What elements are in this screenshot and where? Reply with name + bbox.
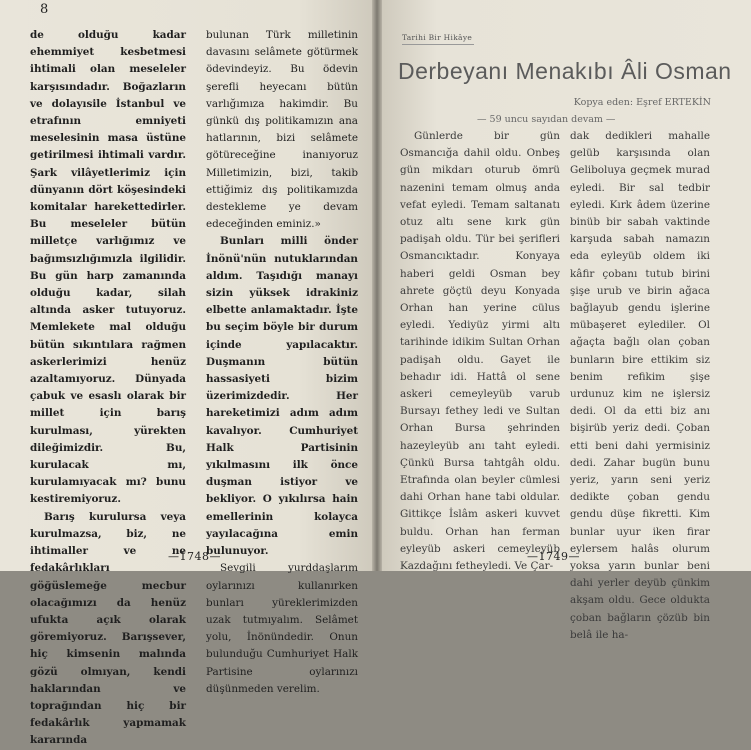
right-column-2 [570,128,710,644]
paragraph: de olduğu kadar ehemmiyet kesbetmesi ihtimali olan meseleler karşısındadır. Boğazların ve dolayısile İstanbul ve etrafının emniyeti meselesinin masa üstüne getirilmesi ihtimali vardır. Şark vilâyetlerimiz için dünyanın dört köşesindeki komitalar harekettedirler. Bu meseleler bütün milletçe varlığımız ve bağımsızlığımızla ilgilidir. Bu gün harp zamanında olduğu kadar, silah altında asker tutuyoruz. Memlekete mal olduğu bütün sıkıntılara rağmen askerlerimizi henüz azaltamıyoruz. Dünyada çabuk ve esaslı olarak bir millet için barış kurulması, yürekten dileğimizdir. Bu, kurulacak mı, kurulamıyacak mı? bunu kestiremiyoruz. [30,29,186,506]
left-page-number: —1748— [168,550,221,563]
book-gutter [372,0,382,571]
installment-note: — 59 uncu sayıdan devam — [477,114,616,125]
paragraph: Barış kurulursa veya kurulmazsa, biz, ne ihtimaller ve ne fedakârlıkları göğüslemeğe mecbur olacağımızı da henüz ufukta açık olarak göremiyoruz. Barışsever, hiç kimsenin malında gözü olmıyan, kendi haklarından ve toprağından hiç bir fedakârlık yapmamak kararında [30,510,186,747]
article-title: Derbeyanı Menakıbı Âli Osman [398,58,732,84]
copyist-credit: Kopya eden: Eşref ERTEKİN [573,97,711,108]
paragraph: bulunan Türk milletinin davasını selâmete götürmek ödevindeyiz. Bu ödevin şerefli heyecanı bütün varlığımıza hakimdir. Bu günkü dış politikamızın ana hatlarının, bizi selâmete götüreceğine inanıyoruz Milletimizin, bizi, takib ettiğimiz dış politikamızda destekleme ye devam edeceğinden eminiz.» [206,29,358,231]
right-page-number: —1749— [527,550,580,563]
left-column-1 [30,27,186,750]
paragraph: dak dedikleri mahalle gelüb karşısında olan Geliboluya geçmek murad eyledi. Bir sal tedbir eyledi. Kırk âdem üzerine binüb bir sabah vaktinde karşuda sabah namazın eda eyleyüb oldem iki kâfir çobanı tutub birini şişe urub ve birin ağaca bağlayub gendu işlerine mübaşeret eylediler. Ol ağaçta bağlı olan çoban bunların bire ettikim siz benim refikim şişe urdunuz kim ne işlersiz dedi. Ol da etti biz anı bişirüb yeriz dedi. Çoban etti beni dahi yermisiniz dedi. Zahar bugün bunu yeriz, yarın seni yeriz dedikte çoban gendu gendu düşe fikretti. Kim bunlar uyur iken firar eylersem halâs olurum yoksa yarın bunlar beni dahi yerler deyüb çünkim akşam oldu. Gece oldukta çoban bağların çözüb bin belâ ile ha- [570,130,710,641]
left-column-2 [206,27,358,698]
right-page [382,0,751,641]
section-kicker: Tarihi Bir Hikâye [402,33,474,45]
paragraph: Sevgili yurddaşlarım oylarınızı kullanırken bunları yüreklerimizden uzak tutmıyalım. Selâmet yolu, İnönündedir. Onun bulunduğu Cumhuriyet Halk Partisine oylarınızı düşünmeden verelim. [206,562,358,695]
right-column-1 [400,128,560,575]
top-page-number: 8 [40,2,49,17]
paragraph: Bunları milli önder İnönü'nün nutuklarından aldım. Taşıdığı manayı sizin yüksek idrakiniz elbette anlamaktadır. İşte bu seçim böyle bir durum içinde yapılacaktır. Duşmanın bütün hassasiyeti bizim üzerimizdedir. Her hareketimizi adım adım kavalıyor. Cumhuriyet Halk Partisinin yıkılmasını ilk önce duşman istiyor ve bekliyor. O yıkılırsa hain emellerinin kolayca yayılacağına emin bulunuyor. [206,235,358,558]
paragraph: Günlerde bir gün Osmancığa dahil oldu. Onbeş gün mikdarı oturub ömrü nazenini temam olmuş anda vefat eyledi. Temam saltanatı otuz altı sene kırk gün padişah oldu. Tür bei şerifleri Osmancıktadır. Konyaya haberi geldi Osman bey ahrete göçtü deyu Konyada Orhan han yerine cülus eyledi. Yediyüz yirmi altı tarihinde idikim Sultan Orhan padişah oldu. Gayet ile behadır idi. Hattâ ol sene askeri cemeyleyüb varub Bursayı fethey ledi ve Sultan Orhan Bursa şehrinden hazeyleyüb anı taht eyledi. Çünkü Bursa tahtgâh oldu. Etrafında olan beyler cümlesi dahi Orhan hane tabi oldular. Gittikçe İslâm askeri kuvvet buldu. Orhan han ferman eyleyüb askeri cemeyleyüb Kazdağını fetheyledi. Ve Çar- [400,130,560,573]
left-page [0,0,372,747]
